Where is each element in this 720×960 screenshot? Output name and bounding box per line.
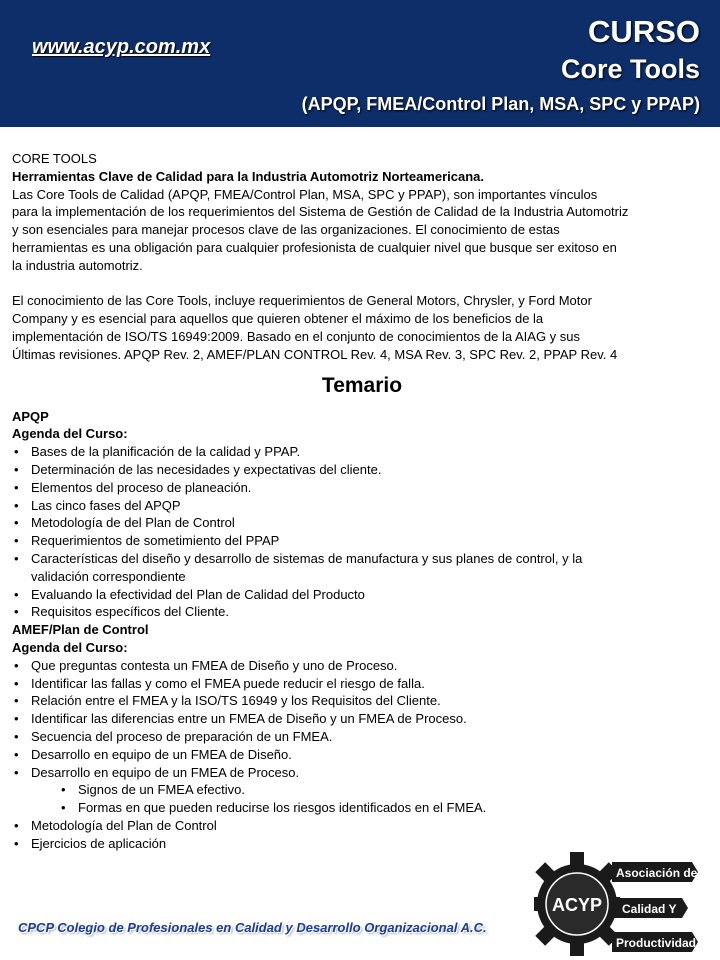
amef-sub-list-item: • Formas en que pueden reducirse los riesgos identificados en el FMEA. (12, 799, 712, 817)
intro-p2-line: El conocimiento de las Core Tools, incluye requerimientos de General Motors, Chrysler, y Ford Motor (12, 293, 592, 309)
apqp-list-item: • Elementos del proceso de planeación. (12, 479, 712, 497)
site-url-link[interactable]: www.acyp.com.mx (32, 36, 211, 58)
apqp-list-item: • Requisitos específicos del Cliente. (12, 603, 712, 621)
intro-p2-line: implementación de ISO/TS 16949:2009. Basado en el conjunto de conocimientos de la AIAG y sus (12, 328, 581, 344)
temario-title: Temario (321, 373, 403, 397)
amef-list-item: • Metodología del Plan de Control (12, 817, 712, 835)
intro-subheading: Herramientas Clave de Calidad para la Industria Automotriz Norteamericana. (12, 168, 484, 184)
apqp-heading: APQP (12, 408, 49, 424)
apqp-list-item: • Determinación de las necesidades y expectativas del cliente. (12, 461, 712, 479)
document-body (12, 150, 712, 852)
header-subtitle: (APQP, FMEA/Control Plan, MSA, SPC y PPAP) (301, 94, 700, 114)
amef-list-item: • Relación entre el FMEA y la ISO/TS 16949 y los Requisitos del Cliente. (12, 692, 712, 710)
intro-p2-line: Últimas revisiones. APQP Rev. 2, AMEF/PLAN CONTROL Rev. 4, MSA Rev. 3, SPC Rev. 2, PPAP Rev. 4 (12, 346, 618, 362)
amef-list-item: • Identificar las fallas y como el FMEA puede reducir el riesgo de falla. (12, 675, 712, 693)
intro-p2-line: Company y es esencial para aquellos que quieren obtener el máximo de los beneficios de la (12, 311, 544, 327)
apqp-list-item: • Evaluando la efectividad del Plan de Calidad del Producto (12, 586, 712, 604)
amef-list-item: • Que preguntas contesta un FMEA de Diseño y uno de Proceso. (12, 657, 712, 675)
apqp-list-item: • Metodología de del Plan de Control (12, 514, 712, 532)
logo-line3: Productividad (616, 936, 697, 950)
logo-line1: Asociación de (616, 866, 698, 880)
header-title: Core Tools (560, 54, 700, 84)
logo-acronym: ACYP (551, 895, 603, 915)
amef-list-item: • Ejercicios de aplicación (12, 835, 712, 853)
apqp-list-item: • Las cinco fases del APQP (12, 497, 712, 515)
intro-p1-line: Las Core Tools de Calidad (APQP, FMEA/Control Plan, MSA, SPC y PPAP), son importantes vínculos (12, 186, 598, 202)
amef-list-item: • Identificar las diferencias entre un FMEA de Diseño y un FMEA de Proceso. (12, 710, 712, 728)
logo-line2: Calidad Y (622, 902, 677, 916)
paragraph-gap (12, 275, 712, 293)
header-banner (0, 0, 720, 127)
amef-list-item: • Desarrollo en equipo de un FMEA de Proceso. (12, 764, 712, 782)
apqp-list-item: • Requerimientos de sometimiento del PPAP (12, 532, 712, 550)
header-curso: CURSO (588, 14, 700, 49)
apqp-list-item: • Características del diseño y desarrollo de sistemas de manufactura y sus planes de control, y la (12, 550, 712, 568)
apqp-agenda: Agenda del Curso: (12, 426, 128, 442)
amef-list-item: • Desarrollo en equipo de un FMEA de Diseño. (12, 746, 712, 764)
amef-heading: AMEF/Plan de Control (12, 622, 149, 638)
amef-agenda: Agenda del Curso: (12, 639, 128, 655)
intro-p1-line: y son esenciales para manejar procesos clave de las organizaciones. El conocimiento de estas (12, 222, 560, 238)
intro-p1-line: para la implementación de los requerimientos del Sistema de Gestión de Calidad de la Industria Automotriz (12, 204, 629, 220)
amef-sub-list-item: • Signos de un FMEA efectivo. (12, 781, 712, 799)
intro-p1-line: herramientas es una obligación para cualquier profesionista de cualquier nivel que busque ser exitoso en (12, 239, 617, 255)
acyp-logo (532, 848, 700, 960)
intro-p1-line: la industria automotriz. (12, 257, 143, 273)
apqp-list-item-continuation: validación correspondiente (31, 568, 186, 584)
apqp-list-item: • Bases de la planificación de la calidad y PPAP. (12, 443, 712, 461)
intro-heading: CORE TOOLS (12, 151, 97, 166)
footer-organization: CPCP Colegio de Profesionales en Calidad y Desarrollo Organizacional A.C. (18, 920, 487, 935)
amef-list-item: • Secuencia del proceso de preparación de un FMEA. (12, 728, 712, 746)
